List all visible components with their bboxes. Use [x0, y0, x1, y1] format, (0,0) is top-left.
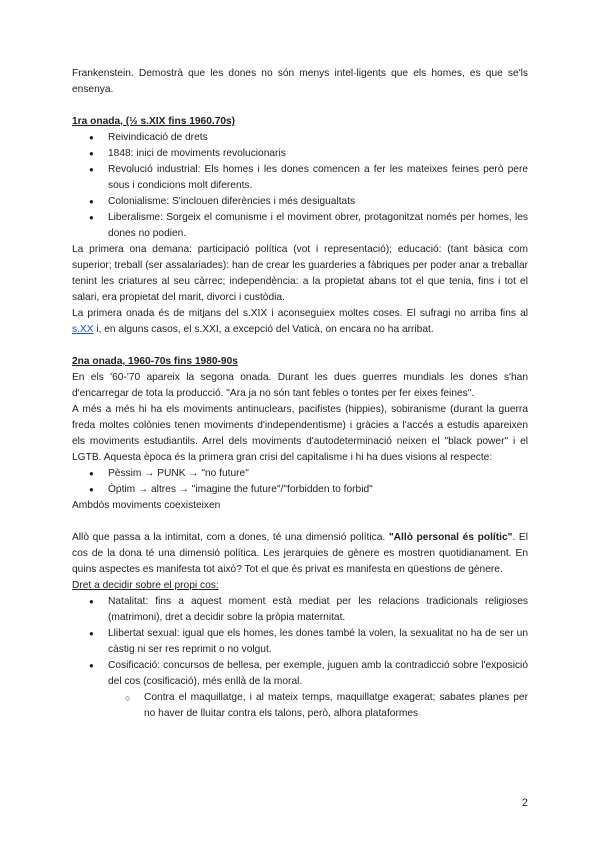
wave2-heading: 2na onada, 1960-70s fins 1980-90s — [72, 356, 238, 367]
personal-text-a: Allò que passa a la intimitat, com a dones, té una dimensió política. — [72, 532, 389, 543]
sxx-link[interactable]: s.XX — [72, 324, 94, 335]
list-item: ● Llibertat sexual: igual que els homes, les dones també la volen, la sexualitat no ha de ser un càstig ni ser res reprimit o no volgut. — [72, 626, 528, 658]
list-item: ● Pèssim → PUNK → "no future" — [72, 466, 528, 482]
wave1-heading: 1ra onada, (½ s.XIX fins 1960.70s) — [72, 116, 236, 127]
page-number: 2 — [521, 797, 528, 809]
personal-text-b: . El cos de la dona té una dimensió política. Les jerarquies de gènere es mostren quotidianament. En quins aspectes es manifesta tot això? Tot el que és privat es manifesta en qüestions de gènere. — [72, 532, 528, 575]
list-item: ● Colonialisme: S'inclouen diferències i més desigualtats — [72, 194, 528, 210]
sub-list-item: ○ Contra el maquillatge, i al mateix temps, maquillatge exagerat; sabates planes per no haver de lluitar contra els talons, però, alhora plataformes — [72, 690, 528, 722]
personal-quote: "Allò personal és polític" — [388, 532, 513, 543]
body-rights-subheading: Dret a decidir sobre el propi cos: — [72, 580, 219, 591]
list-item: ● Revolució industrial: Els homes i les dones comencen a fer les mateixes feines però pere sous i condicions molt diferents. — [72, 162, 528, 194]
list-item: ● Òptim → altres → "imagine the future"/"forbidden to forbid" — [72, 482, 528, 498]
wave1-summary-paragraph — [72, 306, 528, 338]
wave1-demands-paragraph: La primera ona demana: participació política (vot i representació); educació: (tant bàsica com superior; treball (ser assalariades): han de crear les guarderies a fàbriques per poder anar a treballar tenint les criatures al seu càrrec; independència: a la propietat abans tot el que tenia, fins i tot el salari, era propietat del marit, divorci i custòdia. — [72, 244, 528, 303]
wave1-summary-text-b: i, en alguns casos, el s.XXI, a excepció del Vaticà, on encara no ha arribat. — [93, 324, 434, 335]
list-item: ● Liberalisme: Sorgeix el comunisme i el moviment obrer, protagonitzat només per homes, les dones no podien. — [72, 210, 528, 242]
intro-paragraph: Frankenstein. Demostrà que les dones no són menys intel·ligents que els homes, es que se'ls ensenya. — [72, 68, 528, 95]
coexist-line: Ambdós moviments coexisteixen — [72, 500, 221, 511]
list-item: ● Natalitat: fins a aquest moment està mediat per les relacions tradicionals religioses (matrimoni), dret a decidir sobre la pròpia maternitat. — [72, 594, 528, 626]
page-content — [72, 66, 528, 722]
list-item: ● 1848: inici de moviments revolucionaris — [72, 146, 528, 162]
wave2-movements-paragraph: A més a més hi ha els moviments antinuclears, pacifistes (hippies), sobiranisme (durant la guerra freda moltes colònies tenen moviments d'independentisme) i gràcies a l'accés a estudis apareixen els moviments estudiantils. Arrel dels moviments d'autodeterminació neixen el "black power" i el LGTB. Aquesta època és la primera gran crisi del capitalisme i hi ha dues visions al respecte: — [72, 404, 528, 463]
body-rights-list — [72, 594, 528, 690]
body-rights-sublist — [72, 690, 528, 722]
wave2-intro-paragraph: En els '60-'70 apareix la segona onada. Durant les dues guerres mundials les dones s'han d'encarregar de tota la producció. "Ara ja no són tant febles o tontes per fer eixes feines". — [72, 372, 528, 399]
wave1-summary-text-a: La primera onada és de mitjans del s.XIX i aconseguiex moltes coses. El sufragi no arriba fins al — [72, 308, 528, 319]
wave1-list — [72, 130, 528, 242]
list-item: ● Reivindicació de drets — [72, 130, 528, 146]
personal-paragraph — [72, 530, 528, 578]
wave2-list — [72, 466, 528, 498]
list-item: ● Cosificació: concursos de bellesa, per exemple, juguen amb la contradicció sobre l'exposició del cos (cosificació), més enllà de la moral. — [72, 658, 528, 690]
